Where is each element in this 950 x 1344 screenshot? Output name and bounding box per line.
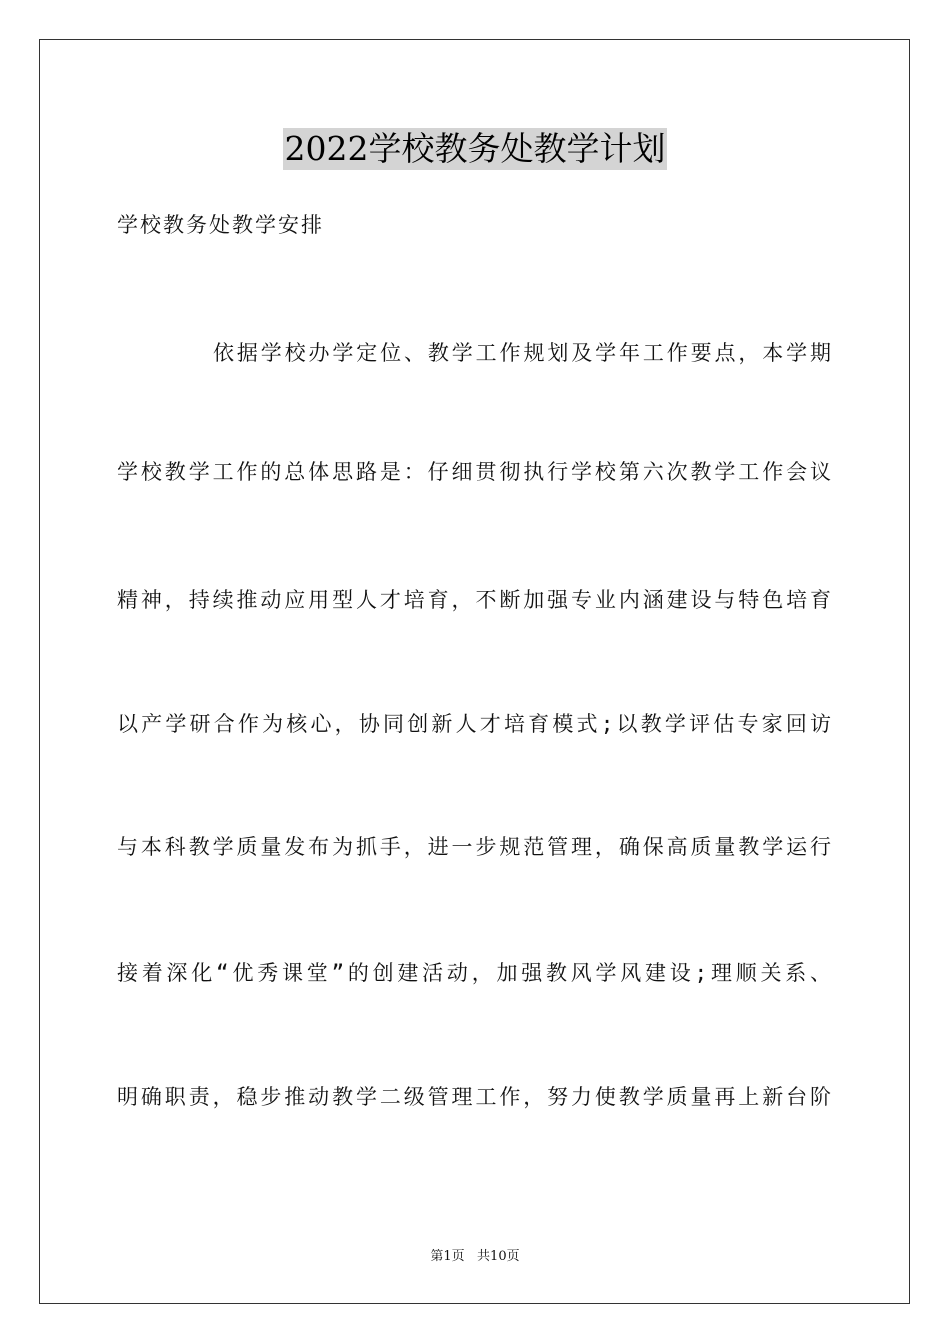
paragraph-line: 学校教学工作的总体思路是：仔细贯彻执行学校第六次教学工作会议 — [117, 460, 833, 484]
document-subtitle: 学校教务处教学安排 — [117, 213, 324, 237]
paragraph-line: 精神，持续推动应用型人才培育，不断加强专业内涵建设与特色培育 — [117, 588, 833, 612]
paragraph-line: 明确职责，稳步推动教学二级管理工作，努力使教学质量再上新台阶 — [117, 1085, 833, 1109]
paragraph-line: 与本科教学质量发布为抓手，进一步规范管理，确保高质量教学运行 — [117, 835, 833, 859]
page-footer: 第1页 共10页 — [430, 1249, 520, 1264]
paragraph-line: 以产学研合作为核心，协同创新人才培育模式;以教学评估专家回访 — [117, 712, 833, 736]
paragraph-line: 依据学校办学定位、教学工作规划及学年工作要点，本学期 — [213, 341, 833, 365]
paragraph-line: 接着深化“优秀课堂”的创建活动，加强教风学风建设;理顺关系、 — [117, 961, 833, 985]
document-title: 2022学校教务处教学计划 — [284, 129, 666, 168]
title-container — [0, 128, 950, 170]
